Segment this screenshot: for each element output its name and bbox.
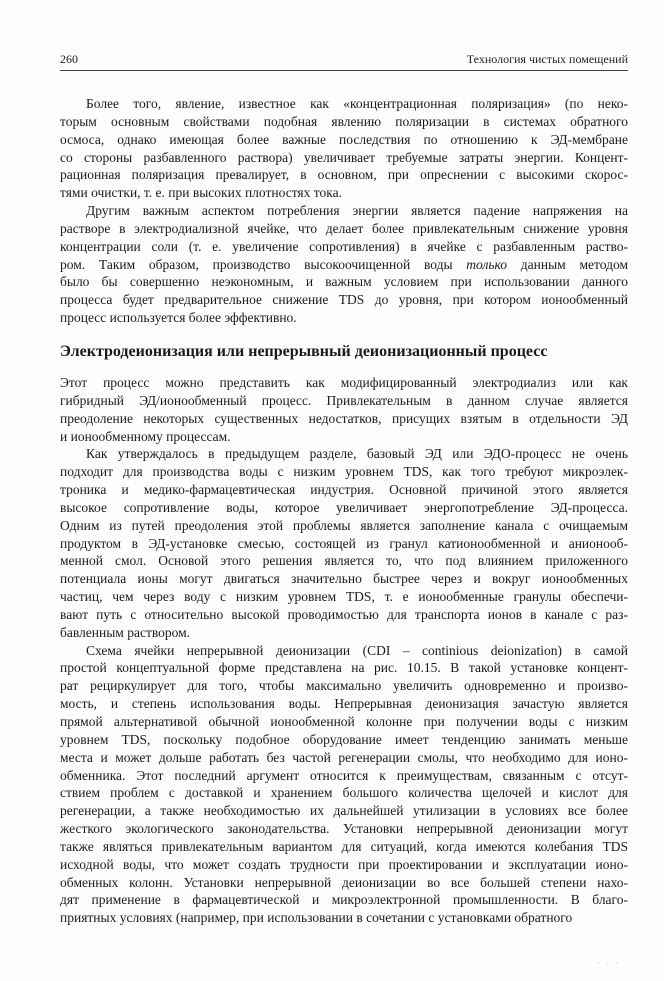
text-line: было бы совершенно неэкономным, и важным условием при использовании данного bbox=[60, 274, 628, 290]
scan-mark: · · · bbox=[597, 958, 621, 968]
paragraph bbox=[60, 202, 628, 327]
text-line: Другим важным аспектом потребления энергии является падение напряжения на bbox=[86, 203, 628, 219]
text-line: обменных колонн. Установки непрерывной деионизации во все большей степени нахо- bbox=[60, 874, 628, 890]
text-line: места и может дольше работать без частой регенерации смолы, что необходимо для ионо- bbox=[60, 749, 628, 765]
emphasis: только bbox=[466, 256, 508, 272]
text-line: Более того, явление, известное как «концентрационная поляризация» (по неко- bbox=[86, 96, 628, 111]
text-line: менной смол. Основой этого решения является то, что под влиянием приложенного bbox=[60, 553, 628, 569]
page-header bbox=[60, 52, 628, 68]
text-block-section bbox=[60, 374, 628, 927]
text-line: концентрации соли (т. е. увеличение сопротивления) в ячейке с разбавленным раство- bbox=[60, 238, 628, 254]
text-line: уровнем TDS, поскольку подобное оборудование имеет тенденцию занимать меньше bbox=[60, 731, 628, 747]
text-line: обменника. Этот последний аргумент относится к преимуществам, связанным с отсут- bbox=[60, 767, 628, 783]
text-line: простой концептуальной форме представлена на рис. 10.15. В такой установке концент- bbox=[60, 660, 628, 676]
text-line: со стороны разбавленного раствора) увеличивает требуемые затраты энергии. Концент- bbox=[60, 149, 628, 165]
text-line: также являться привлекательным вариантом для ситуаций, когда имеются колебания TDS bbox=[60, 838, 628, 854]
text-line: мость, и степень использования воды. Непрерывная деионизация зачастую является bbox=[60, 696, 628, 712]
text-line: регенерации, а также необходимостью их дальнейшей утилизации в условиях все более bbox=[60, 803, 628, 819]
text-line: троника и медико-фармацевтическая индустрия. Основной причиной этого является bbox=[60, 482, 628, 498]
paragraph bbox=[60, 445, 628, 641]
text-line: бавленным раствором. bbox=[60, 624, 191, 640]
text-line: гибридный ЭД/ионообменный процесс. Привлекательным в данном случае является bbox=[60, 392, 628, 408]
text-line: прямой альтернативой обычной ионообменной колонне при получении воды с низким bbox=[60, 714, 628, 729]
text-line: торым основным свойствами подобная явлению поляризации в системах обратного bbox=[60, 113, 628, 129]
text-line: подходит для производства воды с низким уровнем TDS, как того требуют микроэлек- bbox=[60, 464, 628, 480]
text-line: высокое сопротивление воды, которое увеличивает энергопотребление ЭД-процесса. bbox=[60, 499, 628, 515]
text-line: и ионообменному процессам. bbox=[60, 428, 231, 444]
paragraph bbox=[60, 374, 628, 445]
text-line: ствием проблем с доставкой и хранением большого количества щелочей и кислот для bbox=[60, 785, 628, 801]
text-line: Одним из путей преодоления этой проблемы является заполнение канала с очищаемым bbox=[60, 517, 628, 533]
text-block-intro bbox=[60, 95, 628, 327]
text-line: тями очистки, т. е. при высоких плотностях тока. bbox=[60, 185, 342, 201]
text-line: процесс используется более эффективно. bbox=[60, 310, 297, 326]
text-line: вают путь с относительно высокой проводимостью для транспорта ионов в канале с раз- bbox=[60, 606, 628, 622]
paragraph bbox=[60, 95, 628, 202]
text-line: рационная поляризация превалирует, в основном, при опреснении с высокими скорос- bbox=[60, 167, 628, 183]
running-title: Технология чистых помещений bbox=[466, 52, 628, 66]
text-line: растворе в электродиализной ячейке, что делает более привлекательным снижение уровня bbox=[60, 220, 628, 236]
text-line: жесткого экологического законодательства. Установки непрерывной деионизации могут bbox=[60, 821, 628, 837]
text-line: приятных условиях (например, при использовании в сочетании с установками обратного bbox=[60, 910, 573, 926]
text-line: рат рециркулирует для того, чтобы максимально увеличить одновременно и произво- bbox=[60, 678, 628, 694]
text-line: потенциала ионы могут двигаться значительно быстрее через и вокруг ионообменных bbox=[60, 571, 628, 587]
text-line: осмоса, однако имеющая более важные последствия по отношению к ЭД-мембране bbox=[60, 131, 628, 147]
text-line: процесса будет предварительное снижение TDS до уровня, при котором ионообменный bbox=[60, 292, 628, 308]
text-line: Этот процесс можно представить как модифицированный электродиализ или как bbox=[60, 374, 628, 390]
page-body bbox=[60, 95, 628, 927]
header-rule bbox=[60, 70, 628, 71]
text-line: Как утверждалось в предыдущем разделе, базовый ЭД или ЭДО-процесс не очень bbox=[86, 446, 628, 462]
text-line: частиц, чем через воду с низким уровнем TDS, т. е ионообменные гранулы обеспечи- bbox=[60, 589, 628, 605]
text-line: продуктом в ЭД-установке смесью, состоящей из гранул катионообменной и анионооб- bbox=[60, 535, 628, 551]
text-line: дят применение в фармацевтической и микроэлектронной промышленности. В благо- bbox=[60, 892, 628, 908]
text-line: преодоление некоторых существенных недостатков, присущих взятым в отдельности ЭД bbox=[60, 410, 628, 426]
text-line: ром. Таким образом, производство высокоочищенной воды только данным методом bbox=[60, 256, 628, 272]
text-line: исходной воды, что может создать трудности при проектировании и эксплуатации ионо- bbox=[60, 856, 628, 872]
paragraph bbox=[60, 642, 628, 928]
section-heading: Электродеионизация или непрерывный деионизационный процесс bbox=[60, 342, 548, 360]
page-number: 260 bbox=[60, 52, 78, 66]
text-line: Схема ячейки непрерывной деионизации (CDI – continious deionization) в самой bbox=[86, 642, 628, 658]
